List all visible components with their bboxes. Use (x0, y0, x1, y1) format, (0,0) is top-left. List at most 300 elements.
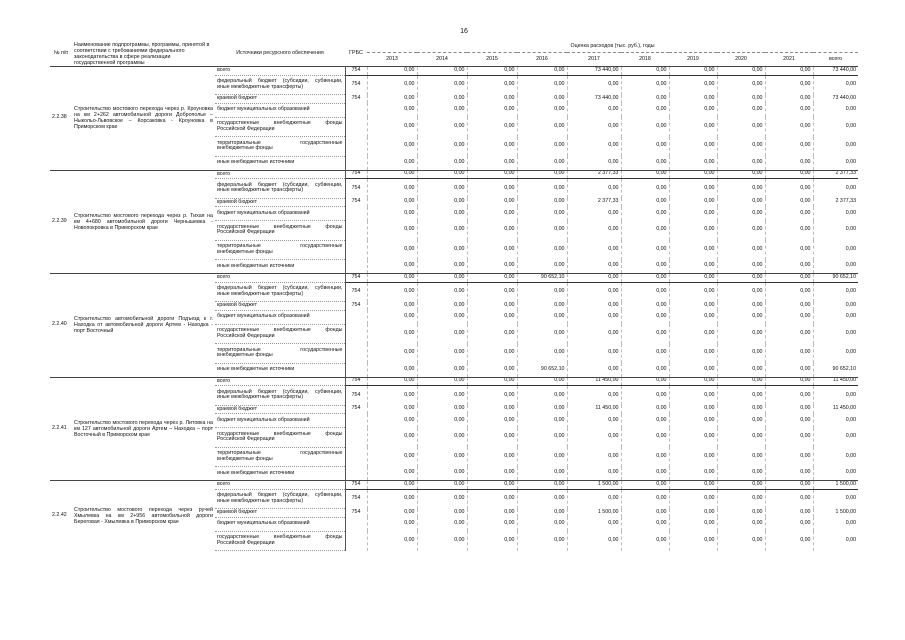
year-value: 0,00 (467, 428, 517, 448)
year-value: 0,00 (517, 302, 567, 311)
year-value: 0,00 (621, 117, 669, 137)
year-value: 0,00 (417, 103, 467, 117)
year-value: 0,00 (621, 282, 669, 302)
year-value: 0,00 (467, 517, 517, 531)
year-value: 0,00 (669, 481, 717, 490)
year-value: 0,00 (467, 481, 517, 490)
year-value: 0,00 (517, 170, 567, 179)
year-value: 0,00 (567, 103, 621, 117)
year-value: 0,00 (367, 117, 417, 137)
total-value: 0,00 (813, 179, 858, 199)
year-value: 0,00 (567, 447, 621, 467)
total-value: 0,00 (813, 447, 858, 467)
year-value: 0,00 (669, 428, 717, 448)
total-value: 0,00 (813, 324, 858, 344)
funding-source: территориальные государственные внебюджетные фонды (215, 344, 345, 364)
year-value: 11 450,00 (567, 405, 621, 414)
funding-source: государственные внебюджетные фонды Российской Федерации (215, 221, 345, 241)
funding-source: федеральный бюджет (субсидии, субвенции, иные межбюджетные трансферты) (215, 179, 345, 199)
year-value: 0,00 (517, 386, 567, 406)
grbs-code (345, 117, 367, 137)
year-value: 0,00 (517, 509, 567, 518)
year-value: 0,00 (717, 240, 765, 260)
year-value: 0,00 (717, 179, 765, 199)
table-row (50, 377, 858, 386)
year-value: 0,00 (621, 447, 669, 467)
grbs-code: 754 (345, 377, 367, 386)
col-name-header: Наименование подпрограммы, программы, принятой в соответствии с требованиями федерального законодательства в сфере реализации государственной программы (72, 42, 215, 67)
grbs-code: 754 (351, 495, 361, 502)
grbs-code (345, 156, 367, 170)
year-value: 0,00 (367, 179, 417, 199)
year-value: 0,00 (669, 377, 717, 386)
year-value: 0,00 (467, 156, 517, 170)
year-value: 0,00 (367, 310, 417, 324)
year-value: 0,00 (717, 95, 765, 104)
year-value: 0,00 (765, 405, 813, 414)
year-value: 0,00 (417, 414, 467, 428)
year-value: 0,00 (567, 179, 621, 199)
year-value: 0,00 (567, 428, 621, 448)
funding-source: иные внебюджетные источники (215, 363, 345, 377)
year-value: 0,00 (467, 489, 517, 509)
total-value: 0,00 (813, 282, 858, 302)
year-value: 0,00 (567, 260, 621, 274)
year-value: 0,00 (765, 517, 813, 531)
year-value: 0,00 (621, 67, 669, 76)
total-value: 1 500,00 (813, 481, 858, 490)
year-value: 0,00 (765, 377, 813, 386)
table-row (50, 481, 858, 490)
total-value: 11 450,00 (813, 405, 858, 414)
year-value: 0,00 (669, 531, 717, 551)
project-name: Строительство мостового перехода через р. Литовка на км 127 автомобильной дороги Артем – Находка – порт Восточный в Приморском крае (72, 377, 215, 481)
year-value: 0,00 (367, 302, 417, 311)
year-value: 0,00 (621, 179, 669, 199)
col-grbs-header: ГРБС (345, 42, 367, 67)
funding-source: федеральный бюджет (субсидии, субвенции, иные межбюджетные трансферты) (215, 75, 345, 95)
year-value: 0,00 (765, 179, 813, 199)
funding-source: бюджет муниципальных образований (215, 414, 345, 428)
year-value: 0,00 (765, 170, 813, 179)
project-name: Строительство автомобильной дороги Подъезд к г. Находка от автомобильной дороги Артем - Находка - порт Восточный (72, 274, 215, 378)
year-value: 0,00 (417, 363, 467, 377)
year-value: 0,00 (417, 428, 467, 448)
year-value: 0,00 (467, 274, 517, 283)
year-value: 0,00 (517, 377, 567, 386)
grbs-code (345, 531, 367, 551)
year-header: 2015 (467, 53, 517, 67)
year-value: 0,00 (669, 310, 717, 324)
year-value: 0,00 (467, 509, 517, 518)
year-value: 0,00 (517, 137, 567, 157)
year-value: 0,00 (517, 67, 567, 76)
total-value: 0,00 (813, 207, 858, 221)
year-value: 0,00 (367, 509, 417, 518)
year-value: 0,00 (669, 447, 717, 467)
year-value: 0,00 (717, 117, 765, 137)
year-value: 0,00 (567, 221, 621, 241)
year-value: 0,00 (717, 137, 765, 157)
year-value: 0,00 (765, 447, 813, 467)
year-value: 0,00 (621, 467, 669, 481)
year-value: 0,00 (367, 67, 417, 76)
year-value: 0,00 (621, 377, 669, 386)
year-value: 0,00 (567, 240, 621, 260)
year-value: 0,00 (417, 67, 467, 76)
year-value: 0,00 (669, 95, 717, 104)
funding-source: федеральный бюджет (субсидии, субвенции, иные межбюджетные трансферты) (215, 386, 345, 406)
grbs-code: 754 (351, 391, 361, 398)
table-row (50, 170, 858, 179)
year-value: 0,00 (467, 75, 517, 95)
year-value: 0,00 (621, 156, 669, 170)
year-value: 0,00 (417, 179, 467, 199)
year-value: 0,00 (567, 75, 621, 95)
year-value: 0,00 (517, 414, 567, 428)
year-value: 0,00 (467, 198, 517, 207)
year-value: 0,00 (567, 117, 621, 137)
year-value: 0,00 (621, 344, 669, 364)
page-number: 16 (460, 28, 468, 35)
year-value: 0,00 (367, 274, 417, 283)
project-name: Строительство мостового перехода через р. Кроуновка на км 2+262 автомобильной дороги Доброполье – Ныкольо-Львовское – Корсаковка - Кроуновка в Приморском крае (72, 67, 215, 171)
year-value: 0,00 (467, 324, 517, 344)
year-value: 0,00 (367, 207, 417, 221)
table-header-row (50, 42, 858, 53)
year-value: 0,00 (367, 517, 417, 531)
year-value: 0,00 (517, 324, 567, 344)
project-name: Строительство мостового перехода через ручей Хмылевка на км 2+956 автомобильной дороги Береговая - Хмылевка в Приморском крае (72, 481, 215, 551)
year-value: 0,00 (467, 170, 517, 179)
total-value: 2 377,33 (813, 198, 858, 207)
year-value: 0,00 (467, 405, 517, 414)
year-value: 0,00 (367, 137, 417, 157)
year-value: 0,00 (669, 156, 717, 170)
year-value: 90 652,10 (517, 363, 567, 377)
table-row (50, 274, 858, 283)
grbs-code (345, 363, 367, 377)
year-header: 2017 (567, 53, 621, 67)
year-header: 2013 (367, 53, 417, 67)
funding-source: иные внебюджетные источники (215, 156, 345, 170)
year-value: 0,00 (717, 324, 765, 344)
grbs-code: 754 (345, 274, 367, 283)
year-value: 0,00 (717, 274, 765, 283)
year-value: 0,00 (621, 103, 669, 117)
year-value: 0,00 (417, 509, 467, 518)
year-value: 0,00 (367, 447, 417, 467)
grbs-code: 754 (351, 508, 361, 515)
year-value: 0,00 (621, 221, 669, 241)
year-value: 0,00 (621, 481, 669, 490)
year-header: 2021 (765, 53, 813, 67)
year-value: 0,00 (669, 198, 717, 207)
year-value: 0,00 (669, 344, 717, 364)
year-value: 0,00 (467, 302, 517, 311)
year-value: 0,00 (765, 221, 813, 241)
year-value: 0,00 (417, 75, 467, 95)
year-header: 2018 (621, 53, 669, 67)
year-value: 0,00 (367, 240, 417, 260)
year-value: 0,00 (517, 531, 567, 551)
year-value: 0,00 (765, 363, 813, 377)
year-value: 0,00 (367, 170, 417, 179)
year-value: 0,00 (621, 260, 669, 274)
funding-source: всего (215, 377, 345, 386)
year-value: 0,00 (669, 75, 717, 95)
year-value: 0,00 (517, 240, 567, 260)
year-value: 0,00 (417, 302, 467, 311)
year-value: 0,00 (567, 363, 621, 377)
year-value: 0,00 (765, 467, 813, 481)
year-value: 0,00 (765, 386, 813, 406)
total-value: 0,00 (813, 467, 858, 481)
year-value: 0,00 (621, 386, 669, 406)
year-value: 0,00 (517, 467, 567, 481)
year-value: 0,00 (765, 531, 813, 551)
grbs-code: 754 (345, 170, 367, 179)
funding-source: краевой бюджет (215, 302, 345, 311)
year-value: 0,00 (621, 310, 669, 324)
year-value: 0,00 (417, 137, 467, 157)
year-value: 0,00 (467, 447, 517, 467)
year-value: 0,00 (517, 117, 567, 137)
year-value: 0,00 (765, 282, 813, 302)
year-value: 0,00 (717, 531, 765, 551)
total-value: 0,00 (813, 310, 858, 324)
year-value: 0,00 (567, 344, 621, 364)
total-value: 11 450,00 (813, 377, 858, 386)
year-value: 0,00 (517, 489, 567, 509)
grbs-code: 754 (351, 198, 361, 205)
year-value: 0,00 (567, 489, 621, 509)
year-value: 0,00 (765, 117, 813, 137)
year-value: 0,00 (621, 428, 669, 448)
total-value: 0,00 (813, 344, 858, 364)
year-value: 0,00 (765, 481, 813, 490)
table-body (50, 67, 858, 551)
total-value: 1 500,00 (813, 509, 858, 518)
year-value: 0,00 (717, 198, 765, 207)
year-value: 0,00 (765, 95, 813, 104)
year-value: 0,00 (367, 198, 417, 207)
funding-source: государственные внебюджетные фонды Российской Федерации (215, 428, 345, 448)
grbs-code (345, 324, 367, 344)
year-value: 0,00 (367, 428, 417, 448)
year-value: 0,00 (717, 405, 765, 414)
year-value: 0,00 (467, 386, 517, 406)
year-value: 0,00 (669, 221, 717, 241)
funding-source: бюджет муниципальных образований (215, 310, 345, 324)
year-value: 0,00 (567, 282, 621, 302)
year-value: 0,00 (717, 75, 765, 95)
project-name: Строительство мостового перехода через р. Тихая на км 4+680 автомобильной дороги Чернышевка - Новопокровка в Приморском крае (72, 170, 215, 274)
funding-source: территориальные государственные внебюджетные фонды (215, 137, 345, 157)
year-value: 0,00 (765, 103, 813, 117)
year-value: 0,00 (467, 467, 517, 481)
funding-source: краевой бюджет (215, 198, 345, 207)
year-value: 0,00 (517, 517, 567, 531)
year-value: 0,00 (467, 414, 517, 428)
year-value: 0,00 (621, 324, 669, 344)
year-value: 0,00 (367, 377, 417, 386)
year-value: 0,00 (765, 75, 813, 95)
year-value: 0,00 (567, 531, 621, 551)
year-value: 73 440,00 (567, 67, 621, 76)
year-value: 0,00 (367, 156, 417, 170)
year-value: 0,00 (669, 170, 717, 179)
year-value: 0,00 (467, 103, 517, 117)
year-value: 0,00 (621, 137, 669, 157)
year-value: 0,00 (467, 363, 517, 377)
year-header: всего (813, 53, 858, 67)
project-number: 2.2.41 (50, 377, 72, 481)
year-value: 0,00 (669, 282, 717, 302)
year-value: 0,00 (621, 240, 669, 260)
funding-source: краевой бюджет (215, 405, 345, 414)
year-value: 0,00 (669, 67, 717, 76)
year-value: 0,00 (717, 481, 765, 490)
year-value: 0,00 (567, 156, 621, 170)
total-value: 2 377,33 (813, 170, 858, 179)
grbs-code: 754 (351, 288, 361, 295)
year-value: 0,00 (765, 324, 813, 344)
year-value: 0,00 (765, 207, 813, 221)
year-value: 1 500,00 (567, 481, 621, 490)
year-value: 0,00 (467, 207, 517, 221)
year-value: 0,00 (765, 67, 813, 76)
year-value: 0,00 (567, 274, 621, 283)
year-value: 0,00 (717, 302, 765, 311)
year-value: 2 377,33 (567, 198, 621, 207)
year-header: 2020 (717, 53, 765, 67)
year-value: 0,00 (367, 481, 417, 490)
year-value: 0,00 (417, 377, 467, 386)
year-value: 0,00 (717, 67, 765, 76)
year-value: 0,00 (417, 221, 467, 241)
total-value: 90 652,10 (813, 363, 858, 377)
year-value: 0,00 (517, 207, 567, 221)
year-value: 0,00 (717, 260, 765, 274)
year-value: 0,00 (517, 447, 567, 467)
year-value: 0,00 (367, 95, 417, 104)
year-value: 0,00 (517, 282, 567, 302)
year-value: 0,00 (621, 302, 669, 311)
year-value: 0,00 (765, 274, 813, 283)
year-value: 0,00 (367, 467, 417, 481)
year-value: 0,00 (765, 344, 813, 364)
year-value: 0,00 (717, 377, 765, 386)
year-value: 0,00 (717, 509, 765, 518)
year-value: 0,00 (765, 310, 813, 324)
funding-source: всего (215, 481, 345, 490)
year-value: 0,00 (621, 489, 669, 509)
grbs-code: 754 (351, 81, 361, 88)
grbs-code: 754 (345, 481, 367, 490)
funding-source: иные внебюджетные источники (215, 467, 345, 481)
year-value: 0,00 (669, 467, 717, 481)
year-value: 0,00 (467, 531, 517, 551)
grbs-code (345, 310, 367, 324)
year-value: 0,00 (567, 414, 621, 428)
year-value: 0,00 (621, 207, 669, 221)
grbs-code: 754 (351, 94, 361, 101)
year-value: 0,00 (621, 517, 669, 531)
year-value: 0,00 (467, 344, 517, 364)
year-value: 0,00 (367, 489, 417, 509)
year-value: 0,00 (367, 103, 417, 117)
total-value: 0,00 (813, 489, 858, 509)
funding-source: краевой бюджет (215, 95, 345, 104)
year-value: 0,00 (467, 221, 517, 241)
year-value: 0,00 (367, 75, 417, 95)
year-value: 0,00 (669, 386, 717, 406)
year-value: 2 377,33 (567, 170, 621, 179)
year-value: 0,00 (567, 137, 621, 157)
year-value: 0,00 (717, 310, 765, 324)
year-value: 0,00 (417, 198, 467, 207)
funding-source: всего (215, 274, 345, 283)
total-value: 0,00 (813, 517, 858, 531)
year-value: 0,00 (517, 310, 567, 324)
table-row (50, 67, 858, 76)
year-value: 0,00 (717, 156, 765, 170)
year-value: 0,00 (765, 198, 813, 207)
year-value: 0,00 (517, 481, 567, 490)
funding-source: федеральный бюджет (субсидии, субвенции, иные межбюджетные трансферты) (215, 282, 345, 302)
year-value: 90 652,10 (517, 274, 567, 283)
col-estimate-header: Оценка расходов (тыс. руб.), годы (367, 42, 858, 53)
year-value: 0,00 (621, 509, 669, 518)
year-value: 0,00 (765, 240, 813, 260)
year-value: 0,00 (669, 363, 717, 377)
col-num-header: № п/п (50, 42, 72, 67)
funding-source: федеральный бюджет (субсидии, субвенции, иные межбюджетные трансферты) (215, 489, 345, 509)
year-value: 0,00 (417, 447, 467, 467)
year-value: 0,00 (717, 103, 765, 117)
year-value: 0,00 (517, 198, 567, 207)
year-value: 0,00 (517, 405, 567, 414)
project-number: 2.2.42 (50, 481, 72, 551)
funding-source: бюджет муниципальных образований (215, 517, 345, 531)
year-header: 2019 (669, 53, 717, 67)
year-value: 0,00 (765, 489, 813, 509)
funding-source: бюджет муниципальных образований (215, 207, 345, 221)
year-value: 0,00 (417, 282, 467, 302)
year-value: 0,00 (669, 509, 717, 518)
funding-source: бюджет муниципальных образований (215, 103, 345, 117)
funding-source: государственные внебюджетные фонды Российской Федерации (215, 324, 345, 344)
year-value: 0,00 (621, 405, 669, 414)
grbs-code: 754 (351, 301, 361, 308)
year-value: 0,00 (367, 386, 417, 406)
grbs-code: 754 (345, 67, 367, 76)
year-value: 0,00 (517, 179, 567, 199)
year-value: 0,00 (467, 117, 517, 137)
year-value: 0,00 (621, 363, 669, 377)
year-value: 73 440,00 (567, 95, 621, 104)
year-value: 0,00 (417, 274, 467, 283)
year-value: 0,00 (467, 137, 517, 157)
year-value: 0,00 (517, 428, 567, 448)
year-value: 0,00 (669, 207, 717, 221)
year-value: 0,00 (717, 467, 765, 481)
total-value: 0,00 (813, 75, 858, 95)
year-value: 0,00 (567, 517, 621, 531)
grbs-code (345, 260, 367, 274)
year-value: 0,00 (567, 207, 621, 221)
